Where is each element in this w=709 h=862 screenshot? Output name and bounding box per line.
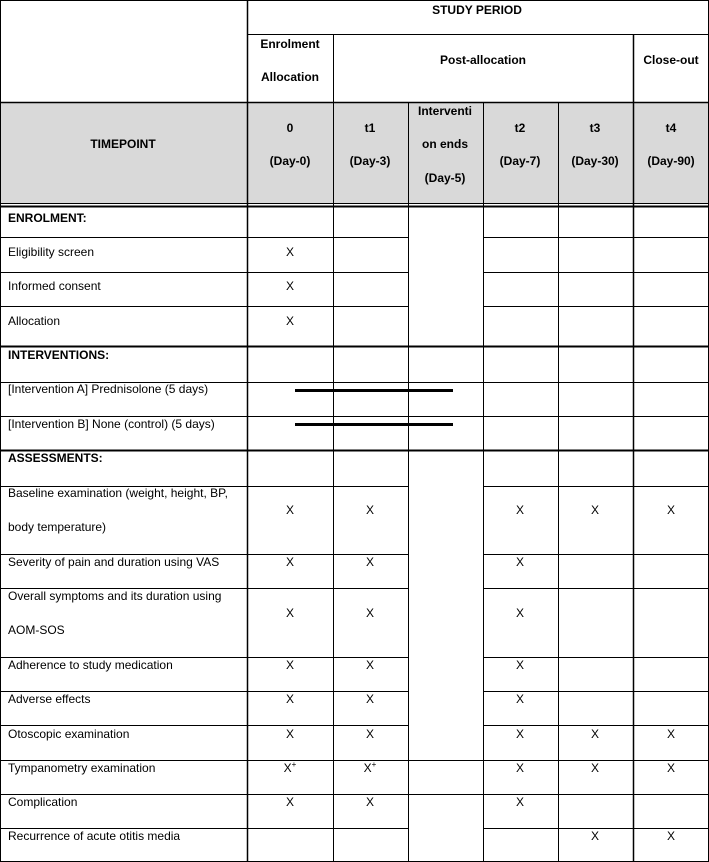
section-interventions: INTERVENTIONS: <box>8 348 110 362</box>
row-adherence: Adherence to study medication <box>8 658 173 672</box>
tp2-day: (Day-7) <box>499 154 541 168</box>
mark-baseline-c0: X <box>285 503 294 517</box>
mark-baseline-c4: X <box>666 503 675 517</box>
mark-complication-c2: X <box>515 795 524 809</box>
tp3-label: t3 <box>589 121 601 135</box>
mark-baseline-c3: X <box>590 503 599 517</box>
mark-adverse-c1: X <box>365 692 374 706</box>
row-intervention-a: [Intervention A] Prednisolone (5 days) <box>8 382 209 396</box>
mark-eligibility-c0: X <box>285 245 294 259</box>
mark-adherence-c0: X <box>285 658 294 672</box>
mark-overall-c2: X <box>515 606 524 620</box>
mark-adherence-c2: X <box>515 658 524 672</box>
mark-recurrence-c3: X <box>590 829 599 843</box>
mark-complication-c1: X <box>365 795 374 809</box>
row-recurrence: Recurrence of acute otitis media <box>8 829 181 843</box>
mark-recurrence-c4: X <box>666 829 675 843</box>
mark-baseline-c1: X <box>365 503 374 517</box>
mark-pain-c2: X <box>515 555 524 569</box>
mark-otoscopic-c2: X <box>515 727 524 741</box>
mark-adherence-c1: X <box>365 658 374 672</box>
allocation-header: Allocation <box>260 70 320 84</box>
row-pain: Severity of pain and duration using VAS <box>8 555 220 569</box>
row-consent: Informed consent <box>8 279 101 293</box>
tp-int-day: (Day-5) <box>424 171 466 185</box>
tp4-day: (Day-90) <box>647 154 695 168</box>
row-baseline-line2: body temperature) <box>8 520 107 534</box>
dagger-mark: + <box>291 760 297 769</box>
row-baseline-line1: Baseline examination (weight, height, BP, <box>8 486 228 500</box>
mark-overall-c1: X <box>365 606 374 620</box>
section-enrolment: ENROLMENT: <box>8 211 87 225</box>
mark-tympanometry-c2: X <box>515 761 524 775</box>
study-period-header: STUDY PERIOD <box>432 3 522 17</box>
mark-adverse-c2: X <box>515 692 524 706</box>
section-assessments: ASSESSMENTS: <box>8 451 103 465</box>
mark-tympanometry-c0: X+ <box>283 760 297 775</box>
tp2-label: t2 <box>514 121 526 135</box>
tp0-day: (Day-0) <box>269 154 311 168</box>
tp4-label: t4 <box>665 121 677 135</box>
tp1-day: (Day-3) <box>349 154 391 168</box>
dagger-mark: + <box>371 760 377 769</box>
row-intervention-b: [Intervention B] None (control) (5 days) <box>8 417 215 431</box>
enrolment-header: Enrolment <box>260 37 320 51</box>
row-eligibility: Eligibility screen <box>8 245 95 259</box>
mark-otoscopic-c3: X <box>590 727 599 741</box>
mark-overall-c0: X <box>285 606 294 620</box>
post-allocation-header: Post-allocation <box>439 53 527 67</box>
tp3-day: (Day-30) <box>571 154 619 168</box>
mark-baseline-c2: X <box>515 503 524 517</box>
mark-tympanometry-c4: X <box>666 761 675 775</box>
tp0-label: 0 <box>286 121 294 135</box>
row-otoscopic: Otoscopic examination <box>8 727 130 741</box>
row-allocation: Allocation <box>8 314 61 328</box>
close-out-header: Close-out <box>643 53 699 67</box>
mark-tympanometry-c3: X <box>590 761 599 775</box>
mark-pain-c1: X <box>365 555 374 569</box>
mark-otoscopic-c4: X <box>666 727 675 741</box>
mark-complication-c0: X <box>285 795 294 809</box>
tp-int-label: Interventi <box>417 104 473 118</box>
mark-consent-c0: X <box>285 279 294 293</box>
row-adverse: Adverse effects <box>8 692 91 706</box>
row-overall-line2: AOM-SOS <box>8 623 65 637</box>
mark-otoscopic-c1: X <box>365 727 374 741</box>
row-tympanometry: Tympanometry examination <box>8 761 156 775</box>
mark-otoscopic-c0: X <box>285 727 294 741</box>
mark-allocation-c0: X <box>285 314 294 328</box>
mark-adverse-c0: X <box>285 692 294 706</box>
mark-tympanometry-c1: X+ <box>363 760 377 775</box>
timepoint-header: TIMEPOINT <box>90 137 156 151</box>
mark-pain-c0: X <box>285 555 294 569</box>
row-complication: Complication <box>8 795 78 809</box>
row-overall-line1: Overall symptoms and its duration using <box>8 589 222 603</box>
tp-int-label2: on ends <box>421 137 469 151</box>
tp1-label: t1 <box>364 121 376 135</box>
